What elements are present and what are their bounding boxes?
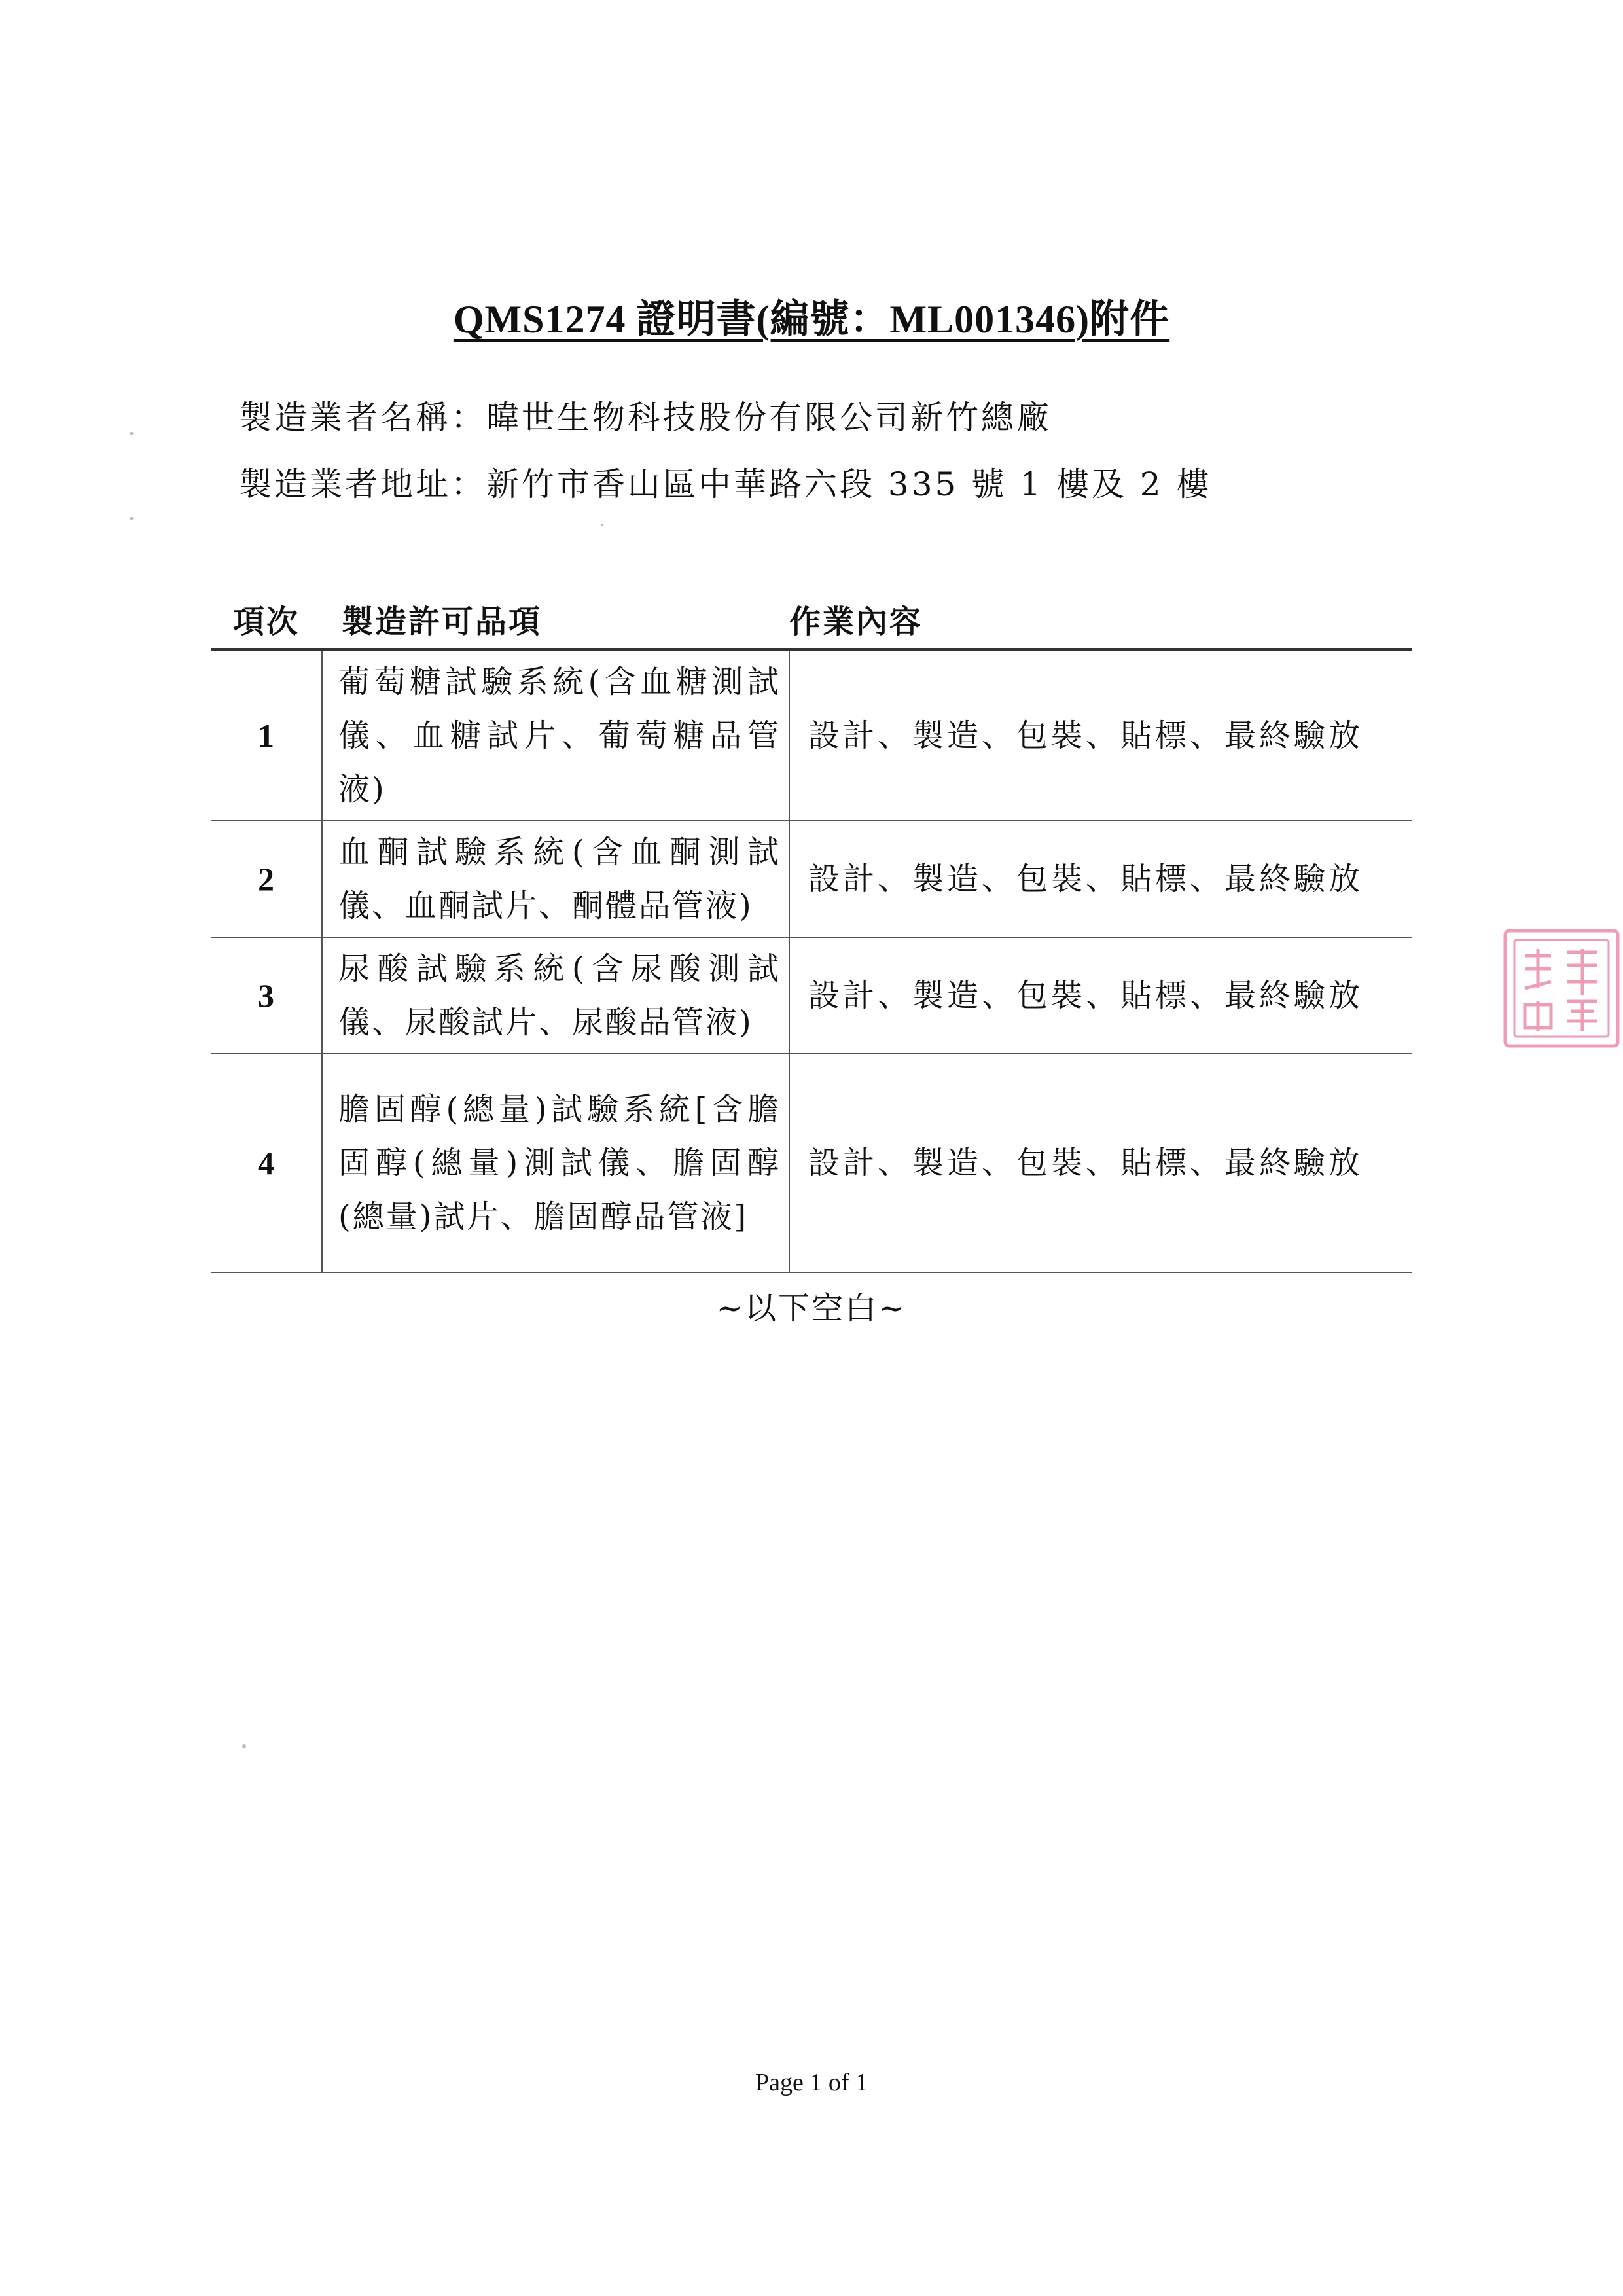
scan-speck — [130, 517, 134, 520]
permit-items-table — [211, 576, 1412, 1273]
table-header-row — [211, 576, 1412, 650]
scan-speck — [130, 432, 134, 435]
row-no: 4 — [211, 1054, 322, 1272]
header-operation: 作業內容 — [789, 576, 1412, 650]
scan-speck — [601, 524, 603, 526]
scan-speck — [242, 1744, 246, 1748]
row-no: 3 — [211, 937, 322, 1054]
row-item: 尿酸試驗系統(含尿酸測試儀、尿酸試片、尿酸品管液) — [322, 937, 789, 1054]
row-item: 血酮試驗系統(含血酮測試儀、血酮試片、酮體品管液) — [322, 821, 789, 937]
row-operation: 設計、製造、包裝、貼標、最終驗放 — [789, 937, 1412, 1054]
row-operation: 設計、製造、包裝、貼標、最終驗放 — [789, 650, 1412, 821]
manufacturer-name: 製造業者名稱：暐世生物科技股份有限公司新竹總廠 — [239, 399, 1052, 437]
row-operation: 設計、製造、包裝、貼標、最終驗放 — [789, 1054, 1412, 1272]
blank-below-marker: ~以下空白~ — [716, 1290, 907, 1327]
header-no: 項次 — [211, 576, 322, 650]
row-no: 1 — [211, 650, 322, 821]
row-operation: 設計、製造、包裝、貼標、最終驗放 — [789, 821, 1412, 937]
table-row — [211, 821, 1412, 937]
row-item: 葡萄糖試驗系統(含血糖測試儀、血糖試片、葡萄糖品管液) — [322, 650, 789, 821]
table-row — [211, 1054, 1412, 1272]
manufacturer-address: 製造業者地址：新竹市香山區中華路六段 335 號 1 樓及 2 樓 — [239, 465, 1212, 503]
row-no: 2 — [211, 821, 322, 937]
table-row — [211, 650, 1412, 821]
document-title: QMS1274 證明書(編號：ML001346)附件 — [453, 298, 1170, 341]
table-row — [211, 937, 1412, 1054]
seal-stamp-icon — [1499, 923, 1623, 1054]
page-number: Page 1 of 1 — [755, 2069, 868, 2096]
header-item: 製造許可品項 — [322, 576, 789, 650]
row-item: 膽固醇(總量)試驗系統[含膽固醇(總量)測試儀、膽固醇(總量)試片、膽固醇品管液] — [322, 1054, 789, 1272]
